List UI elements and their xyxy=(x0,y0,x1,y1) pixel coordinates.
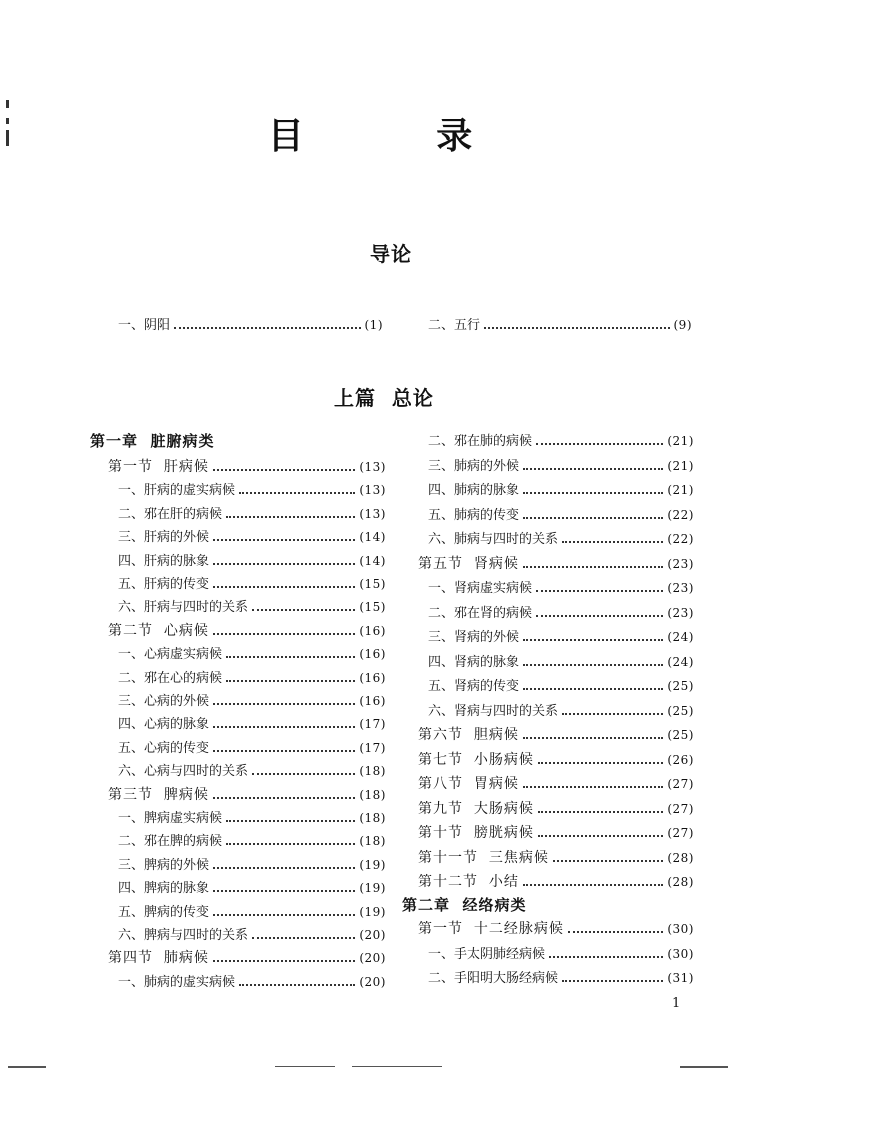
toc-label: 六、脾病与四时的关系 xyxy=(118,928,249,943)
chapter-title: 第二章 经络病类 xyxy=(402,896,527,914)
toc-page: (27) xyxy=(667,777,694,791)
toc-label: 第八节 胃病候 xyxy=(418,776,519,792)
dot-leader xyxy=(536,590,663,592)
toc-entry[interactable] xyxy=(118,690,386,712)
toc-page: (23) xyxy=(667,556,694,571)
dot-leader xyxy=(538,811,663,813)
toc-label: 一、阴阳 xyxy=(118,318,171,333)
dot-leader xyxy=(523,639,663,641)
toc-label: 六、肾病与四时的关系 xyxy=(428,703,559,719)
toc-entry[interactable] xyxy=(118,503,386,525)
toc-page: (13) xyxy=(359,460,386,474)
toc-entry[interactable] xyxy=(428,967,694,989)
dot-leader xyxy=(549,956,663,958)
toc-page: (9) xyxy=(673,318,692,332)
toc-page: (25) xyxy=(667,728,694,742)
toc-section-entry[interactable] xyxy=(418,553,694,575)
toc-label: 一、肾病虚实病候 xyxy=(428,581,533,596)
toc-label: 第十一节 三焦病候 xyxy=(418,849,549,866)
toc-page: (14) xyxy=(359,530,386,545)
dot-leader xyxy=(213,563,355,565)
toc-page: (19) xyxy=(359,881,386,896)
dot-leader xyxy=(523,786,663,788)
toc-section-entry[interactable] xyxy=(418,749,694,771)
toc-page: (17) xyxy=(359,717,386,732)
toc-page: (21) xyxy=(667,483,694,497)
toc-label: 第十节 膀胱病候 xyxy=(418,825,534,841)
toc-label: 第五节 肾病候 xyxy=(418,555,519,572)
toc-entry[interactable] xyxy=(428,700,694,722)
toc-section-entry[interactable] xyxy=(108,947,386,969)
toc-label: 二、邪在肝的病候 xyxy=(118,506,223,522)
scan-artifact xyxy=(8,1066,46,1068)
toc-entry[interactable] xyxy=(428,430,694,452)
dot-leader xyxy=(562,541,663,543)
toc-label: 三、肝病的外候 xyxy=(118,530,210,546)
toc-entry[interactable] xyxy=(428,675,694,697)
toc-label: 五、肺病的传变 xyxy=(428,507,520,523)
toc-entry[interactable] xyxy=(118,573,386,595)
dot-leader xyxy=(538,835,663,837)
toc-entry[interactable] xyxy=(428,504,694,526)
dot-leader xyxy=(523,517,663,519)
toc-page: (21) xyxy=(667,434,694,448)
dot-leader xyxy=(523,737,663,739)
toc-label: 二、手阳明大肠经病候 xyxy=(428,971,559,986)
page-title: 目 录 xyxy=(267,116,533,157)
toc-page: (16) xyxy=(359,694,386,708)
toc-section-entry[interactable] xyxy=(418,773,694,795)
toc-entry[interactable] xyxy=(118,901,386,923)
toc-label: 三、心病的外候 xyxy=(118,694,210,709)
dot-leader xyxy=(213,703,355,705)
dot-leader xyxy=(213,539,355,541)
toc-label: 二、五行 xyxy=(428,318,481,333)
toc-label: 二、邪在肺的病候 xyxy=(428,434,533,449)
dot-leader xyxy=(484,327,669,329)
dot-leader xyxy=(562,713,663,715)
toc-page: (18) xyxy=(359,787,386,802)
dot-leader xyxy=(536,443,663,445)
toc-section-entry[interactable] xyxy=(418,918,694,940)
toc-entry[interactable] xyxy=(428,602,694,624)
dot-leader xyxy=(562,980,663,982)
toc-label: 第六节 胆病候 xyxy=(418,727,519,743)
toc-page: (18) xyxy=(359,764,386,779)
dot-leader xyxy=(239,492,355,494)
dot-leader xyxy=(213,890,355,892)
scan-artifact xyxy=(275,1066,335,1067)
toc-entry[interactable] xyxy=(118,713,386,735)
dot-leader xyxy=(213,633,355,635)
toc-page: (28) xyxy=(667,875,694,889)
toc-label: 第二节 心病候 xyxy=(108,622,209,639)
toc-page: (20) xyxy=(359,928,386,942)
toc-entry[interactable] xyxy=(118,667,386,689)
toc-section-entry[interactable] xyxy=(418,724,694,746)
intro-heading: 导论 xyxy=(370,242,412,266)
toc-page: (30) xyxy=(667,946,694,961)
toc-label: 二、邪在脾的病候 xyxy=(118,834,223,850)
toc-page: (27) xyxy=(667,801,694,816)
toc-entry[interactable] xyxy=(118,924,386,946)
dot-leader xyxy=(239,984,355,986)
toc-page: (22) xyxy=(667,532,694,546)
toc-entry[interactable] xyxy=(118,737,386,759)
toc-entry[interactable] xyxy=(118,526,386,548)
toc-entry[interactable] xyxy=(428,651,694,673)
dot-leader xyxy=(252,609,355,611)
toc-page: (27) xyxy=(667,826,694,840)
toc-page: (18) xyxy=(359,811,386,825)
dot-leader xyxy=(213,586,355,588)
toc-section-entry[interactable] xyxy=(418,847,694,869)
toc-label: 四、心病的脉象 xyxy=(118,717,210,733)
toc-page: (23) xyxy=(667,605,694,620)
toc-entry-yinyang[interactable] xyxy=(118,314,383,336)
toc-label: 四、脾病的脉象 xyxy=(118,881,210,897)
toc-page: (20) xyxy=(359,951,386,966)
part-heading: 上篇 总论 xyxy=(334,386,434,410)
toc-label: 一、脾病虚实病候 xyxy=(118,811,223,826)
toc-label: 四、肺病的脉象 xyxy=(428,483,520,498)
dot-leader xyxy=(226,656,355,658)
toc-page: (16) xyxy=(359,670,386,685)
toc-entry[interactable] xyxy=(428,626,694,648)
dot-leader xyxy=(226,820,355,822)
toc-label: 第九节 大肠病候 xyxy=(418,800,534,817)
toc-label: 一、肝病的虚实病候 xyxy=(118,483,236,499)
toc-entry[interactable] xyxy=(118,479,386,501)
dot-leader xyxy=(213,469,355,471)
dot-leader xyxy=(536,615,663,617)
toc-entry[interactable] xyxy=(118,877,386,899)
toc-label: 三、肺病的外候 xyxy=(428,458,520,474)
toc-label: 一、肺病的虚实病候 xyxy=(118,974,236,990)
toc-page: (15) xyxy=(359,600,386,615)
toc-page: (23) xyxy=(667,581,694,595)
toc-page: (30) xyxy=(667,922,694,936)
dot-leader xyxy=(538,762,663,764)
toc-section-entry[interactable] xyxy=(108,456,386,478)
dot-leader xyxy=(523,468,663,470)
toc-page: (31) xyxy=(667,971,694,985)
toc-label: 五、心病的传变 xyxy=(118,740,210,756)
toc-label: 一、心病虚实病候 xyxy=(118,647,223,663)
dot-leader xyxy=(213,726,355,728)
toc-label: 六、心病与四时的关系 xyxy=(118,764,249,780)
toc-page: (16) xyxy=(359,623,386,638)
toc-label: 六、肝病与四时的关系 xyxy=(118,600,249,616)
toc-label: 第四节 肺病候 xyxy=(108,950,209,967)
toc-label: 四、肾病的脉象 xyxy=(428,654,520,670)
toc-label: 第七节 小肠病候 xyxy=(418,751,534,768)
dot-leader xyxy=(252,773,355,775)
dot-leader xyxy=(523,566,663,568)
toc-page: (26) xyxy=(667,752,694,767)
toc-page: (15) xyxy=(359,577,386,591)
toc-page: (20) xyxy=(359,974,386,989)
scan-artifact xyxy=(680,1066,728,1068)
toc-page: (25) xyxy=(667,679,694,693)
toc-page: (24) xyxy=(667,654,694,669)
dot-leader xyxy=(226,680,355,682)
page-number: 1 xyxy=(672,996,681,1011)
toc-entry[interactable] xyxy=(118,854,386,876)
toc-label: 五、肾病的传变 xyxy=(428,679,520,694)
toc-entry[interactable] xyxy=(428,943,694,965)
toc-section-entry[interactable] xyxy=(108,620,386,642)
toc-entry[interactable] xyxy=(428,577,694,599)
toc-label: 四、肝病的脉象 xyxy=(118,553,210,569)
toc-page: (19) xyxy=(359,904,386,919)
toc-page: (16) xyxy=(359,647,386,662)
toc-section-entry[interactable] xyxy=(418,798,694,820)
toc-label: 二、邪在肾的病候 xyxy=(428,605,533,621)
scan-mark xyxy=(6,100,9,108)
dot-leader xyxy=(523,688,663,690)
toc-page: (17) xyxy=(359,740,386,755)
chapter-title: 第一章 脏腑病类 xyxy=(90,432,215,450)
dot-leader xyxy=(568,931,663,933)
dot-leader xyxy=(226,516,355,518)
toc-page: (18) xyxy=(359,834,386,849)
toc-entry[interactable] xyxy=(428,528,694,550)
toc-label: 一、手太阴肺经病候 xyxy=(428,946,546,962)
dot-leader xyxy=(213,914,355,916)
toc-section-entry[interactable] xyxy=(108,784,386,806)
scan-artifact xyxy=(352,1066,442,1067)
toc-page: (25) xyxy=(667,703,694,718)
toc-label: 三、肾病的外候 xyxy=(428,630,520,645)
dot-leader xyxy=(213,867,355,869)
dot-leader xyxy=(252,937,355,939)
toc-page: (13) xyxy=(359,483,386,498)
toc-entry[interactable] xyxy=(118,760,386,782)
toc-entry[interactable] xyxy=(118,807,386,829)
toc-entry-wuxing[interactable] xyxy=(428,314,692,336)
toc-entry[interactable] xyxy=(118,596,386,618)
toc-label: 第三节 脾病候 xyxy=(108,786,209,803)
toc-page: (24) xyxy=(667,630,694,644)
toc-label: 三、脾病的外候 xyxy=(118,857,210,873)
toc-entry[interactable] xyxy=(118,830,386,852)
toc-section-entry[interactable] xyxy=(418,822,694,844)
dot-leader xyxy=(523,664,663,666)
toc-entry[interactable] xyxy=(118,971,386,993)
toc-label: 六、肺病与四时的关系 xyxy=(428,532,559,547)
toc-page: (21) xyxy=(667,458,694,473)
toc-entry[interactable] xyxy=(118,643,386,665)
toc-label: 二、邪在心的病候 xyxy=(118,670,223,686)
toc-section-entry[interactable] xyxy=(418,871,694,893)
dot-leader xyxy=(523,884,663,886)
toc-page: (1) xyxy=(364,318,383,332)
dot-leader xyxy=(213,960,355,962)
dot-leader xyxy=(523,492,663,494)
toc-entry[interactable] xyxy=(428,479,694,501)
dot-leader xyxy=(226,843,355,845)
toc-page: (14) xyxy=(359,553,386,568)
dot-leader xyxy=(174,327,360,329)
toc-label: 五、肝病的传变 xyxy=(118,577,210,592)
dot-leader xyxy=(213,797,355,799)
toc-entry[interactable] xyxy=(428,455,694,477)
toc-label: 第一节 十二经脉病候 xyxy=(418,921,564,937)
toc-label: 第十二节 小结 xyxy=(418,874,519,890)
toc-label: 第一节 肝病候 xyxy=(108,459,209,475)
toc-page: (13) xyxy=(359,506,386,521)
dot-leader xyxy=(553,860,663,862)
dot-leader xyxy=(213,750,355,752)
toc-label: 五、脾病的传变 xyxy=(118,904,210,920)
toc-page: (22) xyxy=(667,507,694,522)
toc-entry[interactable] xyxy=(118,550,386,572)
toc-page: (19) xyxy=(359,857,386,872)
toc-page: (28) xyxy=(667,850,694,865)
